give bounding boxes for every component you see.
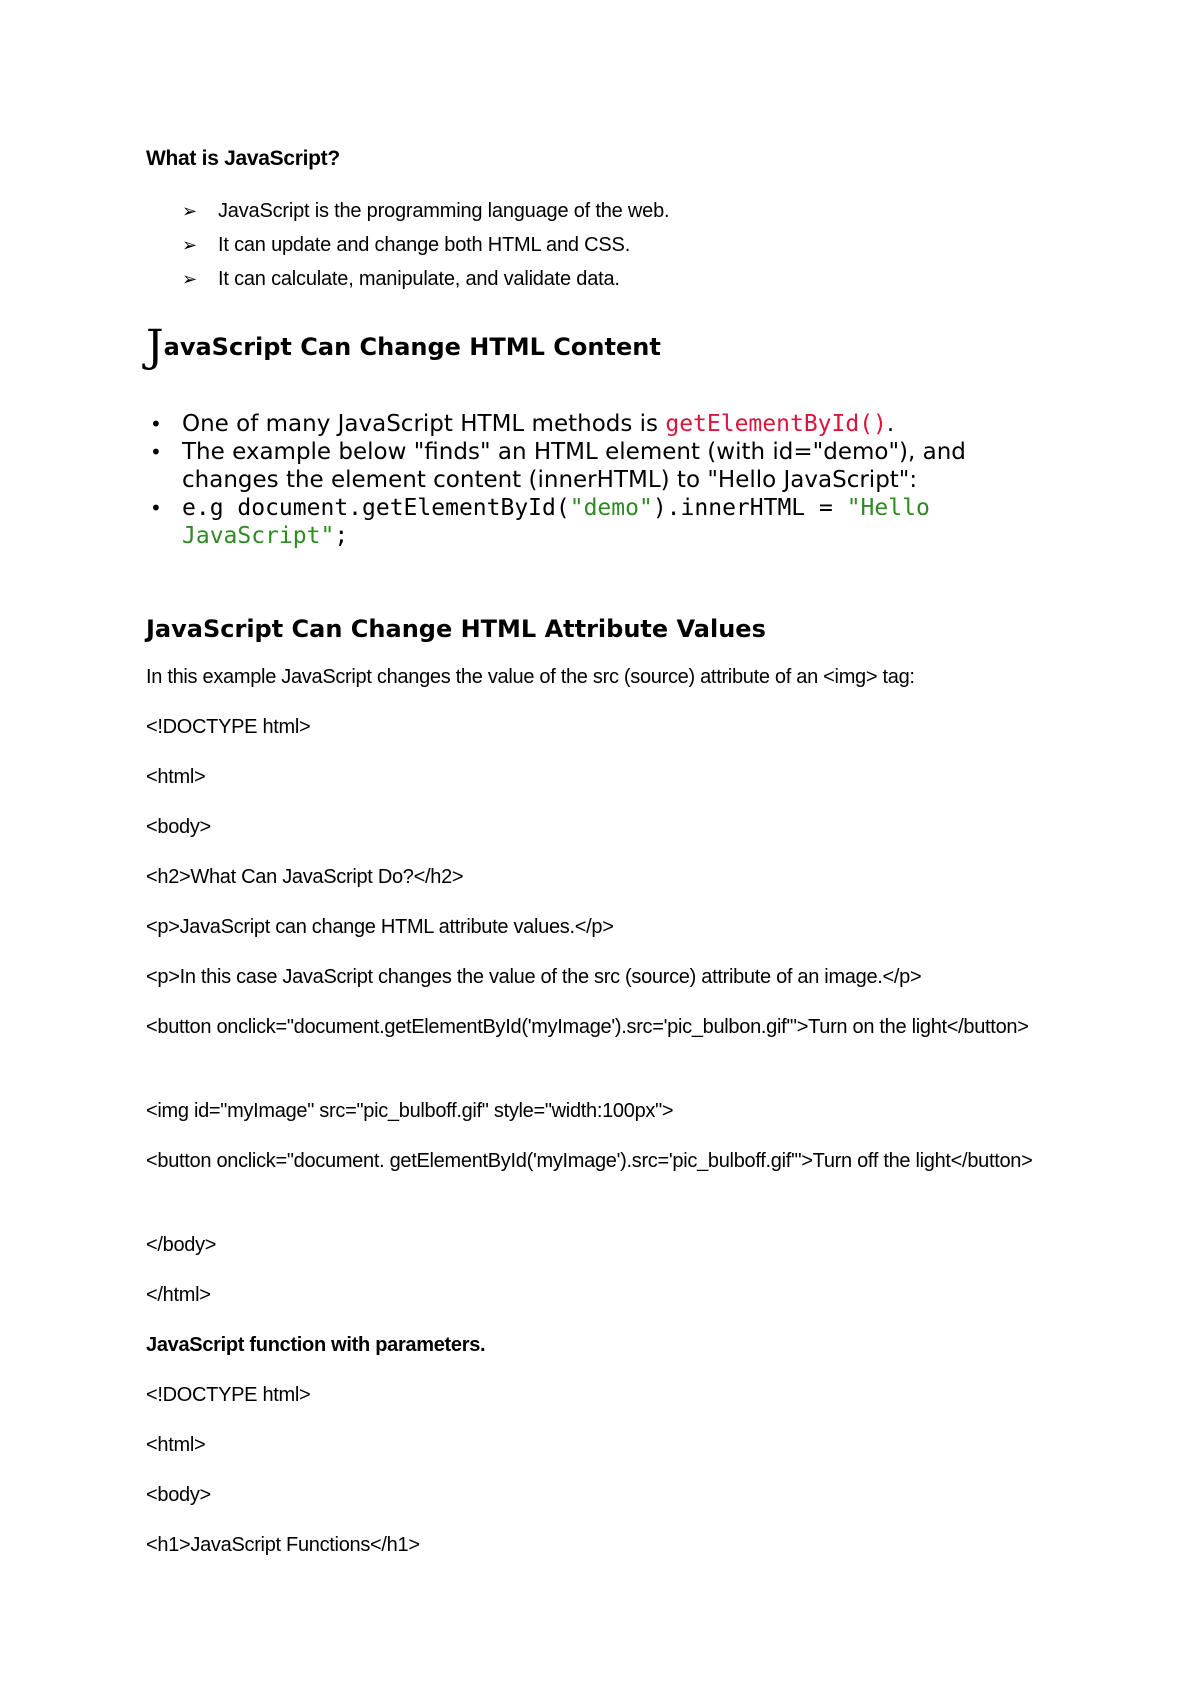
list-item (182, 228, 669, 262)
list-item (182, 194, 669, 228)
code-line: <!DOCTYPE html> (146, 716, 311, 738)
code-line: <img id="myImage" src="pic_bulboff.gif" style="width:100px"> (146, 1100, 674, 1122)
heading-drop-cap: J (146, 321, 164, 372)
what-is-heading: What is JavaScript? (146, 147, 340, 170)
code-line: <h1>JavaScript Functions</h1> (146, 1534, 420, 1556)
arrow-bullet-icon: ➢ (182, 234, 197, 255)
code-string: "demo" (569, 495, 653, 521)
code-line: <html> (146, 1434, 206, 1456)
list-item (146, 438, 1066, 494)
code-line: <h2>What Can JavaScript Do?</h2> (146, 866, 464, 888)
code-middle: ).innerHTML = (652, 495, 847, 521)
list-item-text: It can update and change both HTML and CSS. (218, 233, 631, 256)
code-line: <!DOCTYPE html> (146, 1384, 311, 1406)
code-line: <body> (146, 816, 211, 838)
change-content-list (146, 410, 1066, 550)
item-end: . (886, 411, 895, 437)
function-params-heading: JavaScript function with parameters. (146, 1334, 486, 1356)
arrow-bullet-icon: ➢ (182, 200, 197, 221)
change-content-heading (146, 321, 661, 372)
item-text: The example below "finds" an HTML element (with id="demo"), and changes the element content (innerHTML) to "Hello JavaScript": (182, 439, 966, 493)
code-line: </body> (146, 1234, 217, 1256)
list-item (182, 262, 669, 296)
code-line: <p>In this case JavaScript changes the value of the src (source) attribute of an image.</p> (146, 966, 922, 988)
code-line: <button onclick="document.getElementById('myImage').src='pic_bulbon.gif'">Turn on the light</button> (146, 1016, 1029, 1038)
code-prefix: e.g document.getElementById( (182, 495, 570, 521)
list-item (146, 410, 1066, 438)
what-is-list (182, 194, 669, 296)
list-item (146, 494, 1066, 550)
bullet-icon: • (150, 440, 162, 464)
bullet-icon: • (150, 496, 162, 520)
change-attr-heading: JavaScript Can Change HTML Attribute Values (146, 615, 766, 643)
code-line: <html> (146, 766, 206, 788)
bullet-icon: • (150, 412, 162, 436)
code-line: <button onclick="document. getElementById('myImage').src='pic_bulboff.gif'">Turn off the light</button> (146, 1150, 1033, 1172)
item-text: One of many JavaScript HTML methods is (182, 411, 666, 437)
code-line: <p>JavaScript can change HTML attribute values.</p> (146, 916, 614, 938)
code-end: ; (334, 523, 349, 549)
list-item-text: JavaScript is the programming language of the web. (218, 199, 670, 222)
code-line: <body> (146, 1484, 211, 1506)
code-method: getElementById() (665, 411, 887, 437)
heading-text: avaScript Can Change HTML Content (163, 333, 661, 361)
change-attr-intro: In this example JavaScript changes the value of the src (source) attribute of an <img> tag: (146, 666, 915, 688)
arrow-bullet-icon: ➢ (182, 268, 197, 289)
list-item-text: It can calculate, manipulate, and validate data. (218, 267, 620, 290)
code-line: </html> (146, 1284, 211, 1306)
code-string: "Hello JavaScript" (182, 495, 930, 549)
